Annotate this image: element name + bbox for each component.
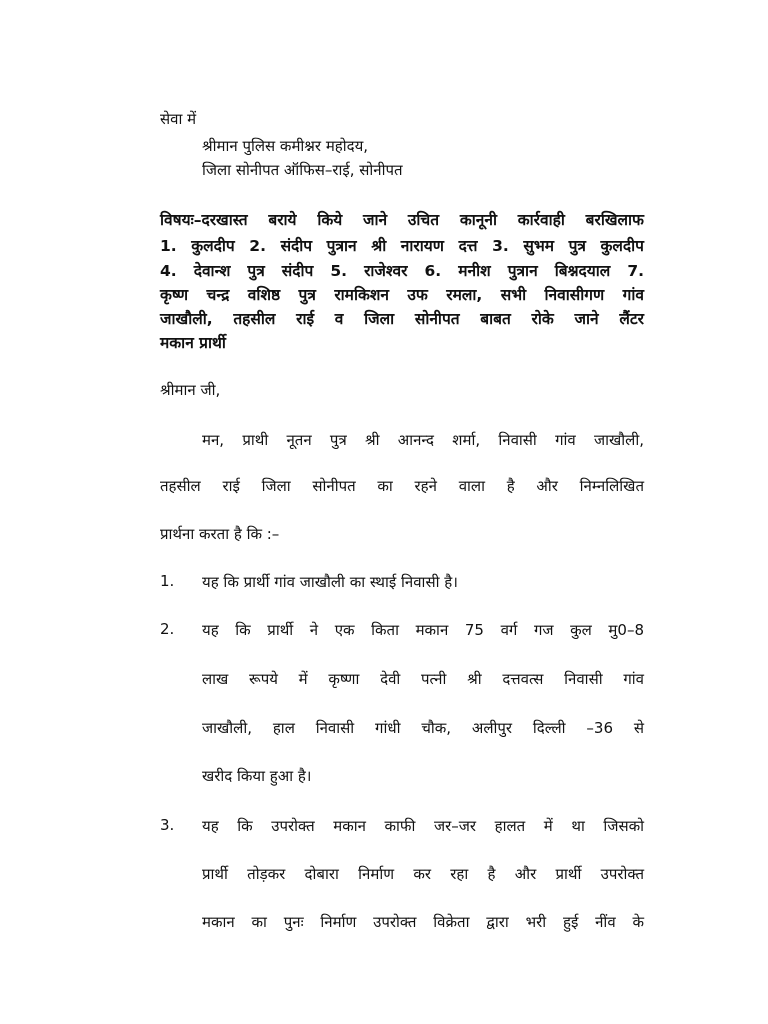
point-3-line-3: मकान का पुनः निर्माण उपरोक्त विक्रेता द्वारा भरी हुई नींव के	[202, 913, 644, 931]
intro-line-3: प्रार्थना करता है कि :–	[160, 525, 280, 543]
subject-line-5: जाखौली, तहसील राई व जिला सोनीपत बाबत रोके जाने लैंटर	[160, 310, 644, 328]
point-2-line-1: यह कि प्रार्थी ने एक किता मकान 75 वर्ग गज कुल मु0–8	[202, 621, 644, 639]
point-2-line-4: खरीद किया हुआ है।	[202, 767, 312, 785]
point-number: 2.	[160, 620, 175, 638]
subject-line-3: 4. देवान्श पुत्र संदीप 5. राजेश्वर 6. मनीश पुत्रान बिश्नदयाल 7.	[160, 262, 644, 280]
point-1-line-1: यह कि प्रार्थी गांव जाखौली का स्थाई निवासी है।	[202, 573, 458, 591]
intro-line-2: तहसील राई जिला सोनीपत का रहने वाला है और निम्नलिखित	[160, 477, 644, 495]
subject-line-6: मकान प्रार्थी	[160, 334, 226, 352]
point-2-line-2: लाख रूपये में कृष्णा देवी पत्नी श्री दत्तवत्स निवासी गांव	[202, 670, 644, 688]
subject-line-1: विषयः–दरखास्त बराये किये जाने उचित कानूनी कार्रवाही बरखिलाफ	[160, 211, 644, 229]
recipient-title: श्रीमान पुलिस कमीश्नर महोदय,	[202, 137, 369, 155]
recipient-office: जिला सोनीपत ऑफिस–राई, सोनीपत	[202, 161, 403, 179]
intro-line-1: मन, प्राथी नूतन पुत्र श्री आनन्द शर्मा, निवासी गांव जाखौली,	[202, 431, 644, 449]
subject-line-4: कृष्ण चन्द्र वशिष्ठ पुत्र रामकिशन उफ रमला, सभी निवासीगण गांव	[160, 286, 644, 304]
point-3-line-2: प्रार्थी तोड़कर दोबारा निर्माण कर रहा है और प्रार्थी उपरोक्त	[202, 865, 644, 883]
greeting: श्रीमान जी,	[160, 381, 221, 399]
point-3-line-1: यह कि उपरोक्त मकान काफी जर–जर हालत में था जिसको	[202, 817, 644, 835]
subject-line-2: 1. कुलदीप 2. संदीप पुत्रान श्री नारायण दत्त 3. सुभम पुत्र कुलदीप	[160, 237, 644, 255]
salutation-to: सेवा में	[160, 110, 197, 128]
point-number: 1.	[160, 572, 175, 590]
point-number: 3.	[160, 816, 175, 834]
point-2-line-3: जाखौली, हाल निवासी गांधी चौक, अलीपुर दिल्ली –36 से	[202, 719, 644, 737]
